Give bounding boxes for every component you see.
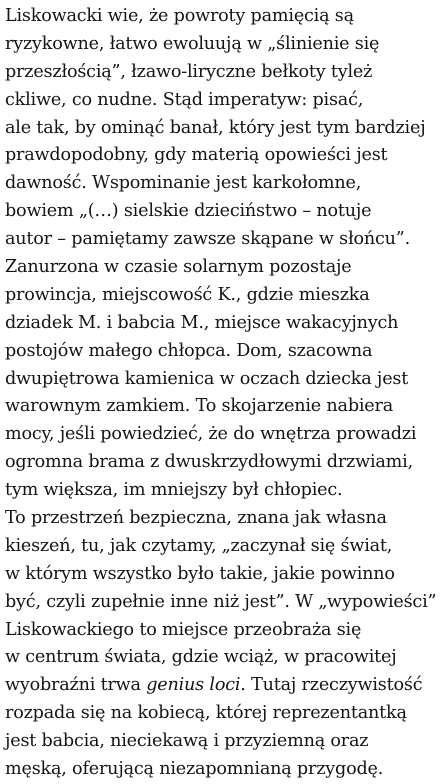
text-line-content: dawność. Wspominanie jest karkołomne, xyxy=(5,173,362,194)
italic-phrase: genius loci xyxy=(146,675,241,696)
text-line xyxy=(5,449,437,477)
text-line-content: przeszłością”, łzawo-liryczne bełkoty tyleż xyxy=(5,61,373,82)
text-line xyxy=(5,3,437,31)
text-line xyxy=(5,505,437,533)
text-line xyxy=(5,561,437,589)
text-line xyxy=(5,477,437,505)
text-line xyxy=(5,142,437,170)
text-line xyxy=(5,756,437,784)
text-line xyxy=(5,310,437,338)
text-line xyxy=(5,31,437,59)
text-line xyxy=(5,87,437,115)
text-line-content: Liskowackiego to miejsce przeobraża się xyxy=(5,619,362,640)
text-line xyxy=(5,700,437,728)
text-line-content: ogromna brama z dwuskrzydłowymi drzwiami, xyxy=(5,452,413,473)
text-line xyxy=(5,115,437,143)
text-line-content: męską, oferującą niezapomnianą przygodę. xyxy=(5,759,384,780)
text-line-content: prawdopodobny, gdy materią opowieści jest xyxy=(5,145,388,166)
text-line-content: autor – pamiętamy zawsze skąpane w słońcu”. xyxy=(5,229,410,250)
text-line-content: być, czyli zupełnie inne niż jest”. W „wypowieści” xyxy=(5,591,437,612)
text-line xyxy=(5,421,437,449)
text-line-content: kieszeń, tu, jak czytamy, „zaczynał się świat, xyxy=(5,535,393,556)
text-line xyxy=(5,366,437,394)
text-line xyxy=(5,589,437,617)
text-line-content: wyobraźni trwa xyxy=(5,675,147,696)
text-line-content: postojów małego chłopca. Dom, szacowna xyxy=(5,340,373,361)
text-line-content: prowincja, miejscowość K., gdzie mieszka xyxy=(5,284,370,305)
document-page xyxy=(5,3,437,784)
text-line-content: dwupiętrowa kamienica w oczach dziecka jest xyxy=(5,368,409,389)
text-line xyxy=(5,644,437,672)
text-line-content: To przestrzeń bezpieczna, znana jak własna xyxy=(5,508,387,529)
text-line-content: tym większa, im mniejszy był chłopiec. xyxy=(5,480,343,501)
text-line xyxy=(5,198,437,226)
text-line xyxy=(5,617,437,645)
text-line-content: dziadek M. i babcia M., miejsce wakacyjnych xyxy=(5,312,399,333)
text-line-content: . Tutaj rzeczywistość xyxy=(240,675,423,696)
text-line xyxy=(5,226,437,254)
text-line-content: w którym wszystko było takie, jakie powinno xyxy=(5,563,395,584)
text-line xyxy=(5,282,437,310)
text-line-content: mocy, jeśli powiedzieć, że do wnętrza prowadzi xyxy=(5,424,417,445)
text-line xyxy=(5,59,437,87)
text-line xyxy=(5,170,437,198)
text-line xyxy=(5,338,437,366)
text-line-content: ckliwe, co nudne. Stąd imperatyw: pisać, xyxy=(5,89,364,110)
text-line xyxy=(5,393,437,421)
text-line xyxy=(5,533,437,561)
text-line-content: ryzykowne, łatwo ewoluują w „ślinienie się xyxy=(5,33,380,54)
text-line xyxy=(5,728,437,756)
text-line-content: jest babcia, nieciekawą i przyziemną oraz xyxy=(5,731,369,752)
text-line-content: Liskowacki wie, że powroty pamięcią są xyxy=(5,6,354,26)
text-line-content: w centrum świata, gdzie wciąż, w pracowitej xyxy=(5,647,397,668)
text-line xyxy=(5,672,437,700)
text-line-content: warownym zamkiem. To skojarzenie nabiera xyxy=(5,396,394,417)
text-line-content: bowiem „(…) sielskie dzieciństwo – notuje xyxy=(5,201,372,222)
text-line-content: rozpada się na kobiecą, której reprezentantką xyxy=(5,703,407,724)
text-line xyxy=(5,254,437,282)
text-line-content: Zanurzona w czasie solarnym pozostaje xyxy=(5,257,352,278)
text-line-content: ale tak, by ominąć banał, który jest tym bardziej xyxy=(5,117,426,138)
